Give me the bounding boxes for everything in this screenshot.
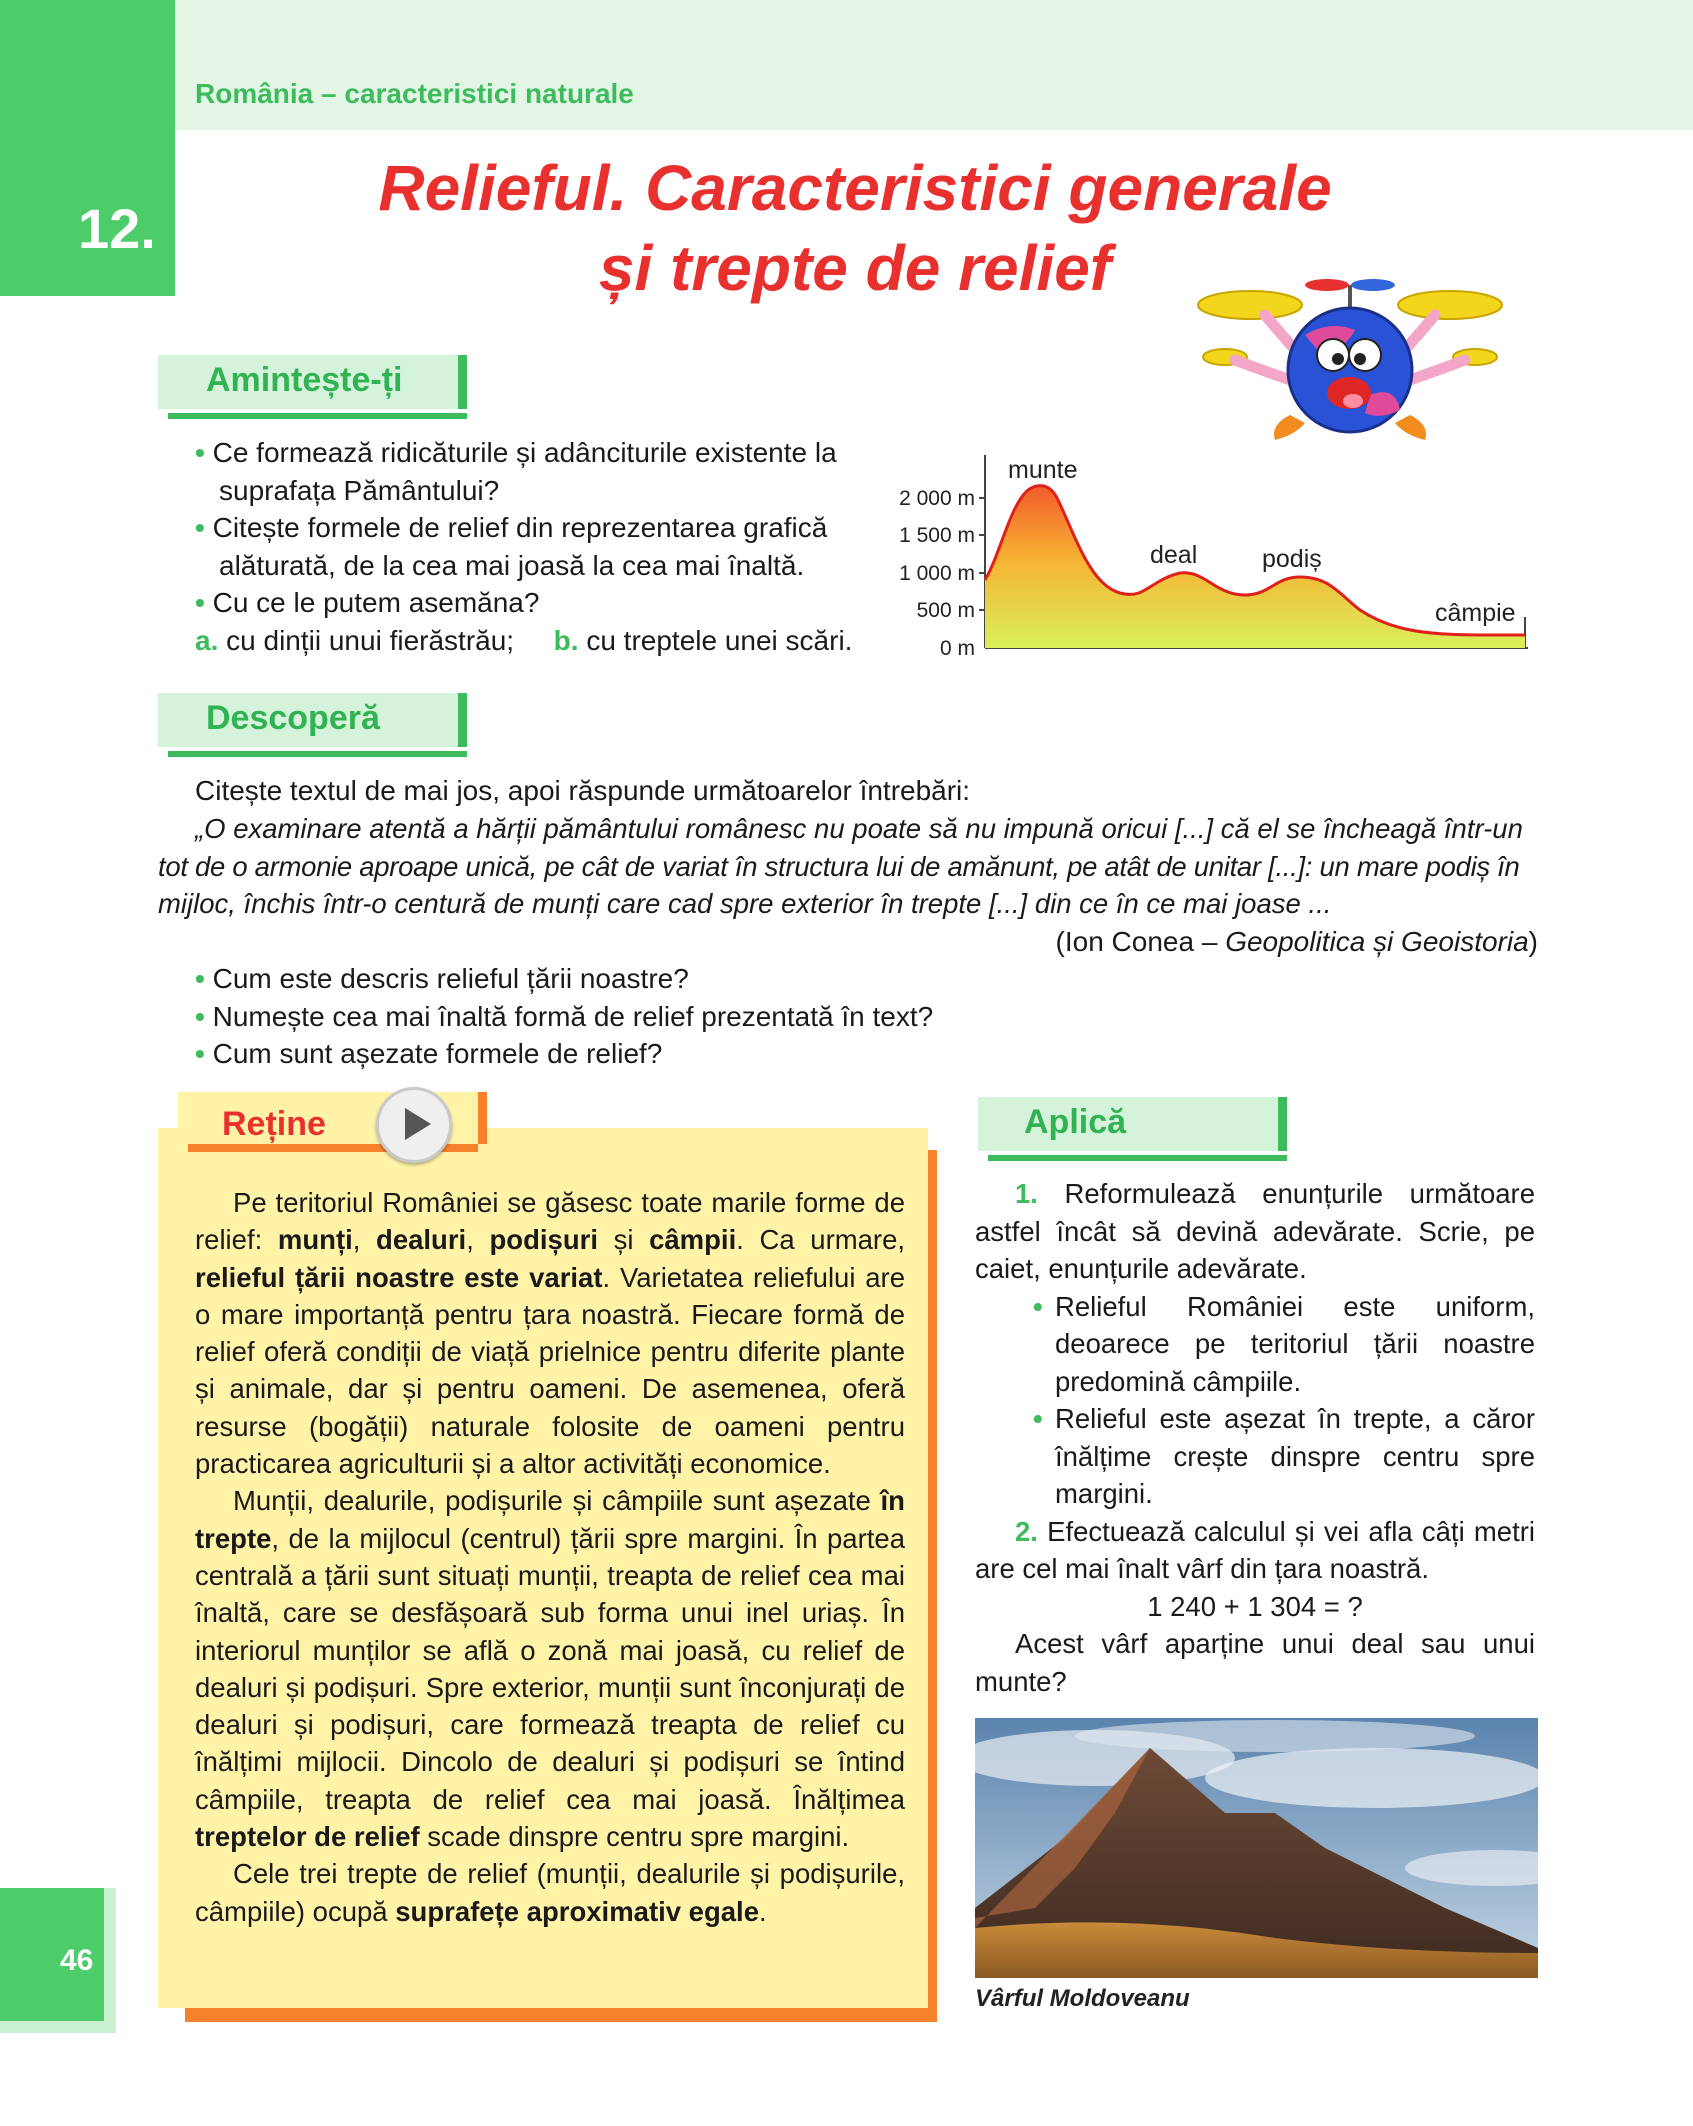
label-campie: câmpie xyxy=(1435,599,1516,627)
y-tick: 0 m xyxy=(939,637,975,660)
exercise-2: 2. Efectuează calculul și vei afla câți metri are cel mai înalt vârf din țara noastră. xyxy=(975,1515,1536,1584)
play-button[interactable] xyxy=(376,1087,452,1163)
globe-mascot-illustration xyxy=(1195,275,1505,450)
header-band xyxy=(0,0,1693,130)
quote-block xyxy=(158,810,1538,923)
section-heading-descopera: Descoperă xyxy=(158,693,467,747)
retine-text xyxy=(195,1184,905,1930)
y-tick: 500 m xyxy=(916,599,975,622)
label-podis: podiș xyxy=(1262,545,1322,573)
quote-source: (Ion Conea – Geopolitica și Geoistoria) xyxy=(1055,926,1538,957)
aplica-exercises xyxy=(975,1175,1535,1700)
list-item: • Ce formează ridicăturile și adânciturile existente la xyxy=(195,437,837,468)
descopera-questions xyxy=(195,960,1395,1073)
label-deal: deal xyxy=(1150,541,1198,569)
relief-profile-diagram xyxy=(880,445,1530,665)
breadcrumb: România – caracteristici naturale xyxy=(195,78,634,109)
chapter-number: 12. xyxy=(78,197,156,260)
retine-paragraph-2: Munții, dealurile, podișurile și câmpiile sunt așezate în trepte, de la mijlocul (centrul) țării spre margini. În partea centrală a țării sunt situați munții, treapta de relief cea mai înaltă, care se desfășoară sub forma unui inel uriaș. În interiorul munților se află o zonă mai joasă, cu relief de dealuri și podișuri. Spre exterior, munții sunt înconjurați de dealuri și podișuri, care formează treapta de relief cu înălțimi mijlocii. Dincolo de dealuri și podișuri se întind câmpiile, treapta de relief cea mai joasă. Înălțimea treptelor de relief scade dinspre centru spre margini. xyxy=(195,1485,905,1853)
list-item: • Numește cea mai înaltă formă de relief prezentată în text? xyxy=(195,1000,934,1032)
retine-paragraph-3: Cele trei trepte de relief (munții, dealurile și podișurile, câmpiile) ocupă suprafețe aproximativ egale. xyxy=(195,1858,905,1927)
section-heading-aminteste: Amintește-ți xyxy=(158,355,467,409)
list-item: suprafața Pământului? xyxy=(219,474,500,506)
calculation: 1 240 + 1 304 = ? xyxy=(1147,1590,1363,1622)
y-tick: 1 500 m xyxy=(899,524,975,547)
list-item: alăturată, de la cea mai joasă la cea mai înaltă. xyxy=(219,549,805,581)
exercise-1-item: • Relieful României este uniform, deoarece pe teritoriul țării noastre predomină câmpiile. xyxy=(1033,1290,1535,1397)
aminteste-bullets xyxy=(195,434,860,659)
descopera-intro: Citește textul de mai jos, apoi răspunde următoarelor întrebări: xyxy=(195,775,971,806)
play-icon xyxy=(399,1106,435,1142)
y-tick: 2 000 m xyxy=(899,487,975,510)
photo-caption: Vârful Moldoveanu xyxy=(975,1985,1190,2012)
page-number: 46 xyxy=(60,1944,94,1977)
title-line-2: și trepte de relief xyxy=(598,232,1112,304)
retine-paragraph-1: Pe teritoriul României se găsesc toate marile forme de relief: munți, dealuri, podișuri și câmpii. Ca urmare, relieful țării noastre este variat. Varietatea reliefului are o mare importanță pentru țara noastră. Fiecare formă de relief oferă condiții de viață prielnice pentru diferite plante și animale, dar și pentru oameni. De asemenea, oferă resurse (bogății) naturale folosite de oameni pentru practicarea agriculturii și a altor activități economice. xyxy=(195,1187,906,1480)
quote-line: mijloc, închis într-o centură de munți care cad spre exterior în trepte [...] din ce în ce mai joase ... xyxy=(158,888,1332,919)
mountain-photo xyxy=(975,1718,1538,1978)
quote-line: tot de o armonie aproape unică, pe cât de variat în structura lui de amănunt, pe atât de unitar [...]: un mare podiș în xyxy=(158,850,1520,882)
exercise-2-followup: Acest vârf aparține unui deal sau unui munte? xyxy=(975,1628,1535,1697)
title-line-1: Relieful. Caracteristici generale xyxy=(378,152,1332,224)
exercise-1-item: • Relieful este așezat în trepte, a căror înălțime crește dinspre centru spre margini. xyxy=(1033,1403,1535,1509)
y-tick: 1 000 m xyxy=(899,562,975,585)
retine-heading: Reține xyxy=(222,1105,326,1143)
answer-options: a. cu dinții unui fierăstrău; b. cu treptele unei scări. xyxy=(195,624,853,656)
list-item: • Cum sunt așezate formele de relief? xyxy=(195,1038,663,1069)
quote-line: „O examinare atentă a hărții pământului românesc nu poate să nu impună oricui [...] că el se încheagă într-un xyxy=(195,813,1523,844)
list-item: • Cu ce le putem asemăna? xyxy=(195,587,540,618)
list-item: • Citește formele de relief din reprezentarea grafică xyxy=(195,512,828,543)
section-heading-aplica: Aplică xyxy=(978,1097,1287,1151)
list-item: • Cum este descris relieful țării noastre? xyxy=(195,963,689,994)
label-munte: munte xyxy=(1008,456,1078,484)
exercise-1: 1. Reformulează enunțurile următoare astfel încât să devină adevărate. Scrie, pe caiet, enunțurile adevărate. xyxy=(975,1178,1536,1284)
